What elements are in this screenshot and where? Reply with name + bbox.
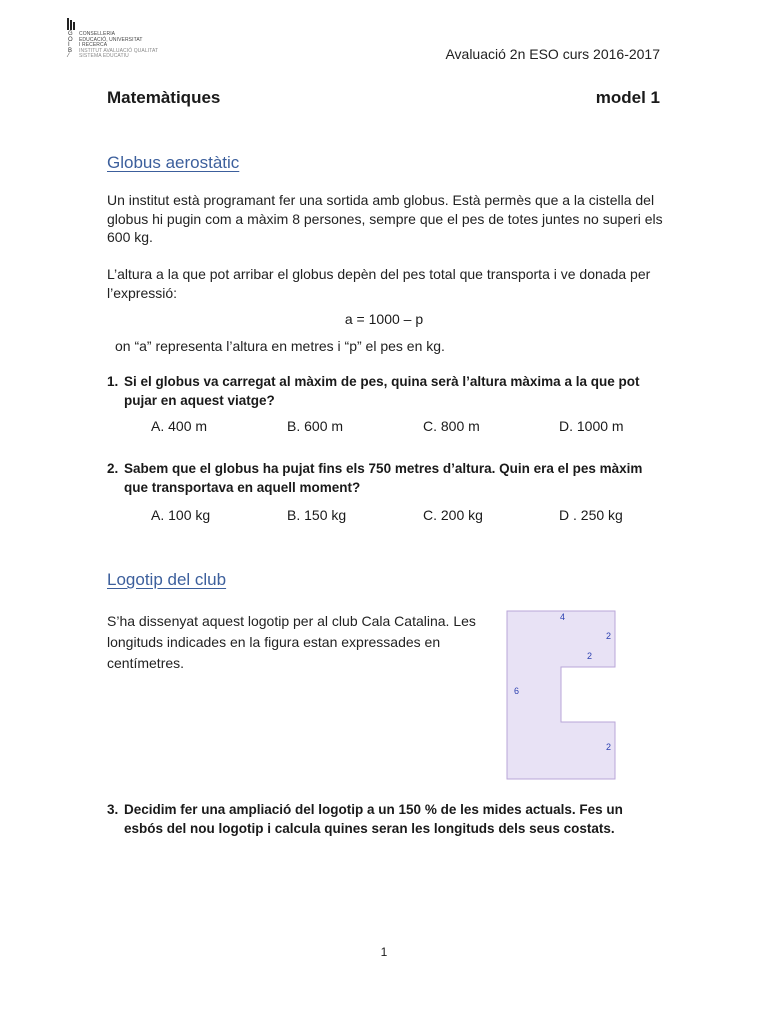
intro-paragraph: Un institut està programant fer una sortida amb globus. Està permès que a la cistella del globus hi pugin com a màxim 8 persones, sempre que el pes de totes juntes no superi els 600 kg. [107, 192, 663, 245]
page-number: 1 [380, 945, 388, 959]
logo-line: SISTEMA EDUCATIU [79, 53, 129, 60]
logo-letter: I [68, 42, 70, 49]
section-title-logotip: Logotip del club [107, 570, 227, 589]
figure-label-inner-top: 2 [587, 651, 593, 661]
exam-title: Avaluació 2n ESO curs 2016-2017 [445, 46, 660, 62]
logo-letters [68, 32, 76, 60]
logo-letter: G [68, 31, 73, 37]
formula: a = 1000 – p [344, 311, 424, 327]
figure-label-left: 6 [514, 686, 520, 696]
logo-letter: O [68, 36, 73, 43]
option-d: D . 250 kg [559, 507, 623, 523]
section-title-globus: Globus aerostàtic [107, 153, 240, 172]
question-text: Decidim fer una ampliació del logotip a un 150 % de les mides actuals. Fes un esbós del nou logotip i calcula quines seran les longituds dels seus costats. [124, 802, 623, 836]
figure-label-right-lower: 2 [606, 742, 612, 752]
option-d: D. 1000 m [559, 418, 624, 434]
question-3 [107, 801, 663, 838]
logo-shape [507, 611, 615, 779]
option-c: C. 200 kg [423, 507, 483, 523]
logo-line: I RECERCA [79, 42, 108, 49]
altitude-paragraph: L’altura a la que pot arribar el globus depèn del pes total que transporta i ve donada per l’expressió: [107, 266, 651, 301]
subject-title: Matemàtiques [107, 88, 221, 107]
logo-figure [506, 610, 616, 780]
question-number: 2. [107, 461, 119, 476]
model-label: model 1 [595, 88, 660, 107]
question-number: 1. [107, 374, 119, 389]
option-b: B. 150 kg [287, 507, 347, 523]
logo-text [79, 32, 158, 60]
figure-label-right-upper: 2 [606, 631, 612, 641]
question-text: Si el globus va carregat al màxim de pes, quina serà l’altura màxima a la que pot pujar en aquest viatge? [124, 374, 640, 408]
logo-line: EDUCACIÓ, UNIVERSITAT [79, 36, 143, 43]
option-c: C. 800 m [423, 418, 480, 434]
logo-description: S’ha dissenyat aquest logotip per al club Cala Catalina. Les longituds indicades en la figura estan expressades en centímetres. [107, 613, 476, 671]
option-a: A. 100 kg [151, 507, 211, 523]
govern-logo [66, 18, 176, 68]
logo-letter: ⁄ [68, 53, 70, 60]
figure-label-top: 4 [560, 612, 566, 622]
option-a: A. 400 m [151, 418, 208, 434]
logo-line: INSTITUT AVALUACIÓ QUALITAT [79, 47, 159, 54]
option-b: B. 600 m [287, 418, 344, 434]
formula-explanation: on “a” representa l’altura en metres i “p” el pes en kg. [115, 338, 445, 354]
question-1 [107, 373, 663, 410]
question-text: Sabem que el globus ha pujat fins els 750 metres d’altura. Quin era el pes màxim que transportava en aquell moment? [124, 461, 643, 495]
question-2 [107, 460, 663, 497]
logo-line: CONSELLERIA [79, 31, 116, 37]
crest-icon [66, 18, 76, 30]
question-number: 3. [107, 802, 119, 817]
logo-letter: B [68, 47, 73, 54]
